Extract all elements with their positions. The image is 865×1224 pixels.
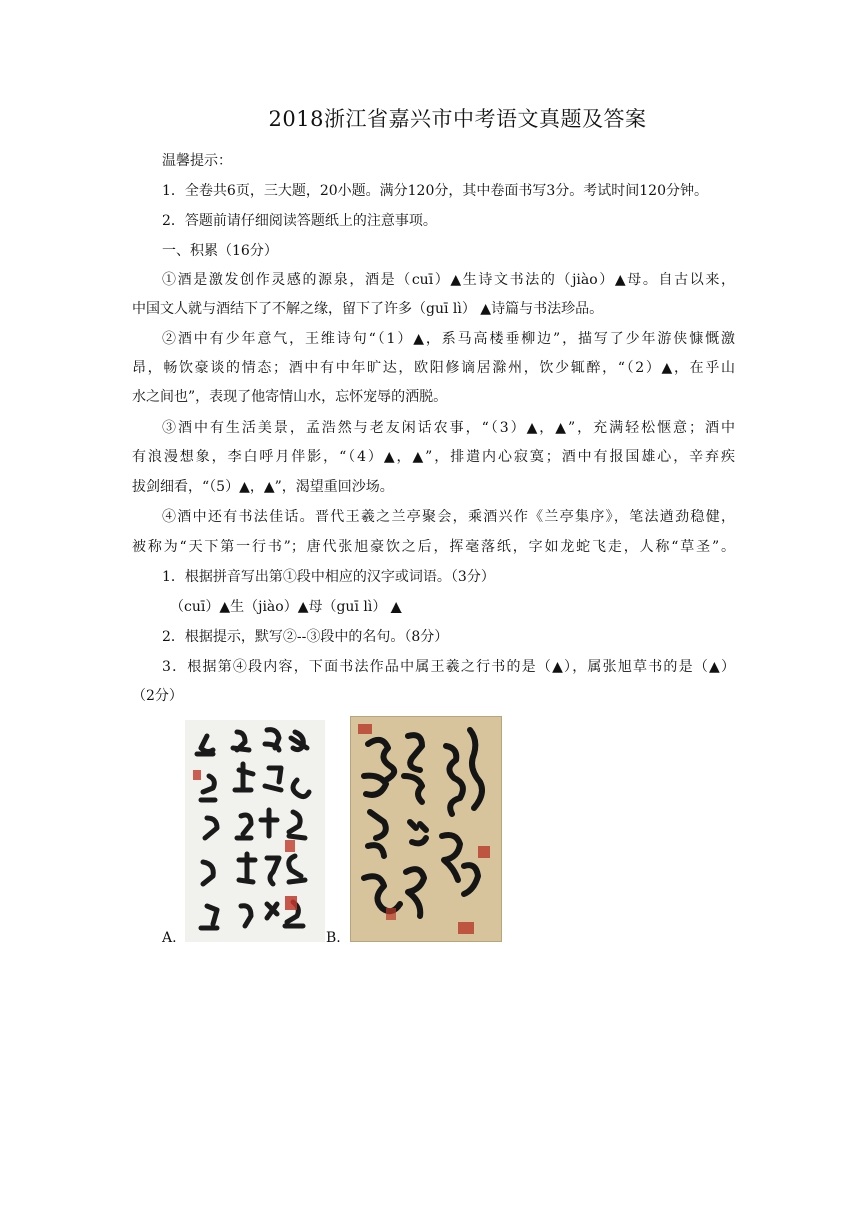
paragraph-2-line-3: 水之间也”，表现了他寄情山水，忘怀宠辱的洒脱。 bbox=[132, 389, 448, 405]
label-b: B. bbox=[326, 930, 341, 946]
paragraph-4-line-2: 被称为“天下第一行书”；唐代张旭豪饮之后，挥毫落纸，字如龙蛇飞走，人称“草圣”。 bbox=[132, 539, 735, 555]
tip-heading: 温馨提示： bbox=[162, 153, 232, 169]
question-3-line-1: 3．根据第④段内容，下面书法作品中属王羲之行书的是（▲），属张旭草书的是（▲） bbox=[162, 659, 735, 675]
question-3-line-2: （2分） bbox=[132, 688, 183, 704]
label-a: A. bbox=[162, 930, 177, 946]
question-1-answer-line bbox=[170, 597, 402, 617]
question-1: 1．根据拼音写出第①段中相应的汉字或词语。（3分） bbox=[162, 569, 495, 585]
paragraph-3-line-3: 拔剑细看，“（5）▲，▲”，渴望重回沙场。 bbox=[132, 479, 394, 495]
paragraph-2-line-2: 昂，畅饮豪谈的情态；酒中有中年旷达，欧阳修谪居滁州，饮少辄醉，“（2）▲，在乎山 bbox=[132, 360, 735, 376]
paragraph-1-line-2: 中国文人就与酒结下了不解之缘，留下了许多（guī lì） ▲诗篇与书法珍品。 bbox=[132, 301, 604, 317]
paragraph-1-line-1: ①酒是激发创作灵感的源泉，酒是（cuī）▲生诗文书法的（jiào）▲母。自古以来， bbox=[162, 272, 735, 288]
tip-line-1: 1．全卷共6页，三大题，20小题。满分120分，其中卷面书写3分。考试时间120分钟。 bbox=[162, 183, 708, 199]
paragraph-3-line-1: ③酒中有生活美景，孟浩然与老友闲话农事，“（3）▲，▲”，充满轻松惬意；酒中 bbox=[162, 420, 735, 436]
tip-line-2: 2．答题前请仔细阅读答题纸上的注意事项。 bbox=[162, 213, 437, 229]
paragraph-4-line-1: ④酒中还有书法佳话。晋代王羲之兰亭聚会，乘酒兴作《兰亭集序》，笔法遒劲稳健， bbox=[162, 509, 735, 525]
answer-pinyin-prompts: （cuī）▲生（jiào）▲母（guī lì） bbox=[170, 599, 387, 615]
calligraphy-image-a bbox=[185, 720, 325, 942]
answer-blank: ▲ bbox=[390, 599, 402, 615]
paragraph-3-line-2: 有浪漫想象，李白呼月伴影，“（4）▲，▲”，排遣内心寂寞；酒中有报国雄心，辛弃疾 bbox=[132, 449, 735, 465]
section-heading: 一、积累（16分） bbox=[162, 243, 278, 259]
paragraph-2-line-1: ②酒中有少年意气，王维诗句“（1）▲，系马高楼垂柳边”，描写了少年游侠慷慨激 bbox=[162, 331, 735, 347]
page-title: 2018浙江省嘉兴市中考语文真题及答案 bbox=[268, 107, 647, 131]
question-2: 2．根据提示，默写②--③段中的名句。（8分） bbox=[162, 629, 449, 645]
calligraphy-image-b bbox=[350, 716, 502, 942]
